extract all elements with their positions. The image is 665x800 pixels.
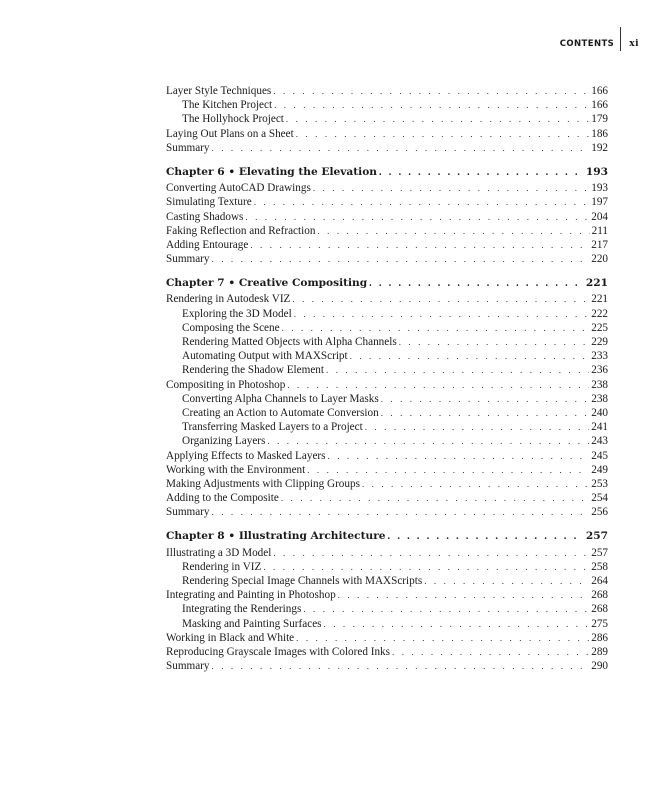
toc-entry <box>166 98 608 112</box>
toc-entry-title: Adding Entourage <box>166 238 249 251</box>
toc-entry-title: Composing the Scene <box>182 321 280 334</box>
toc-entry <box>166 112 608 126</box>
dot-leader <box>392 645 589 659</box>
toc-entry-page: 238 <box>591 392 608 405</box>
toc-entry-page: 264 <box>591 575 608 587</box>
dot-leader <box>424 574 589 588</box>
toc-entry <box>166 574 608 588</box>
dot-leader <box>313 181 589 195</box>
dot-leader <box>282 321 590 335</box>
toc-entry-page: 238 <box>591 378 608 391</box>
toc-entry <box>166 321 608 335</box>
dot-leader <box>287 378 589 392</box>
toc-entry-page: 290 <box>591 660 608 673</box>
dot-leader <box>381 392 590 406</box>
toc-entry-page: 241 <box>591 421 608 434</box>
toc-entry-title: Making Adjustments with Clipping Groups <box>166 477 360 490</box>
toc-entry <box>166 238 608 252</box>
toc-entry-page: 249 <box>591 463 608 476</box>
dot-leader <box>212 141 590 155</box>
toc-entry <box>166 292 608 306</box>
toc-entry-title: Layer Style Techniques <box>166 85 272 97</box>
toc-entry-title: Masking and Painting Surfaces <box>182 617 322 630</box>
dot-leader <box>254 195 590 209</box>
toc-entry <box>166 617 608 631</box>
toc-entry-page: 179 <box>591 113 608 126</box>
toc-entry-page: 192 <box>591 141 608 154</box>
dot-leader <box>388 530 584 543</box>
toc-entry-title: Rendering in VIZ <box>182 560 262 573</box>
toc-entry-title: Compositing in Photoshop <box>166 378 286 391</box>
dot-leader <box>399 335 590 349</box>
toc-entry-page: 275 <box>591 617 608 630</box>
toc-entry <box>166 252 608 266</box>
toc-entry <box>166 420 608 434</box>
toc-entry-title: Applying Effects to Masked Layers <box>166 449 326 462</box>
dot-leader <box>307 463 589 477</box>
dot-leader <box>362 477 589 491</box>
toc-entry-page: 186 <box>591 127 608 140</box>
toc-entry <box>166 378 608 392</box>
toc-entry-page: 256 <box>591 506 608 519</box>
dot-leader <box>212 505 590 519</box>
toc-entry-title: Integrating the Renderings <box>182 603 302 616</box>
toc-entry-title: Summary <box>166 141 210 154</box>
toc-entry <box>166 659 608 673</box>
toc-entry-title: Casting Shadows <box>166 210 244 223</box>
toc-entry-title: Summary <box>166 506 210 519</box>
toc-entry <box>166 195 608 209</box>
toc-entry <box>166 505 608 519</box>
toc-entry <box>166 449 608 463</box>
toc-entry-page: 243 <box>591 435 608 448</box>
running-head-title: CONTENTS <box>559 39 615 49</box>
toc-entry <box>166 631 608 645</box>
toc-entry-title: Exploring the 3D Model <box>182 307 292 320</box>
dot-leader <box>381 406 590 420</box>
dot-leader <box>273 546 589 560</box>
toc-entry-page: 221 <box>585 277 608 290</box>
dot-leader <box>296 631 589 645</box>
toc-entry-title: The Hollyhock Project <box>182 113 284 126</box>
dot-leader <box>365 420 590 434</box>
dot-leader <box>328 449 590 463</box>
toc-entry <box>166 335 608 349</box>
toc-entry <box>166 363 608 377</box>
toc-entry-title: Chapter 7 • Creative Compositing <box>166 277 368 290</box>
toc-entry <box>166 645 608 659</box>
dot-leader <box>250 238 589 252</box>
toc-entry-title: Automating Output with MAXScript <box>182 350 348 363</box>
toc-entry-page: 257 <box>591 546 608 559</box>
dot-leader <box>326 363 589 377</box>
toc-entry <box>166 560 608 574</box>
toc-entry-page: 211 <box>591 224 608 237</box>
dot-leader <box>296 127 590 141</box>
toc-entry-page: 257 <box>585 530 608 543</box>
toc-entry-page: 197 <box>591 196 608 209</box>
toc-entry-title: Converting AutoCAD Drawings <box>166 182 311 195</box>
toc-entry <box>166 392 608 406</box>
toc-entry <box>166 491 608 505</box>
toc-entry-title: Creating an Action to Automate Conversion <box>182 406 379 419</box>
dot-leader <box>303 602 589 616</box>
dot-leader <box>292 292 589 306</box>
toc-entry-title: Summary <box>166 253 210 266</box>
toc-entry-page: 253 <box>591 477 608 490</box>
dot-leader <box>274 98 589 112</box>
toc-entry <box>166 349 608 363</box>
toc-entry <box>166 602 608 616</box>
toc-entry-title: Chapter 8 • Illustrating Architecture <box>166 530 386 543</box>
page-number: xi <box>629 39 639 49</box>
dot-leader <box>263 560 589 574</box>
running-head <box>560 36 639 52</box>
toc-entry <box>166 434 608 448</box>
toc-entry-page: 268 <box>591 589 608 602</box>
toc-entry <box>166 141 608 155</box>
toc-entry-title: Rendering in Autodesk VIZ <box>166 293 291 306</box>
toc-entry <box>166 477 608 491</box>
toc-entry <box>166 406 608 420</box>
toc-chapter-entry <box>166 529 608 543</box>
toc-entry <box>166 224 608 238</box>
running-head-rule <box>620 27 621 51</box>
dot-leader <box>338 588 590 602</box>
toc-entry-title: Organizing Layers <box>182 435 266 448</box>
toc-entry-page: 236 <box>591 364 608 377</box>
dot-leader <box>294 307 590 321</box>
toc-entry-title: Summary <box>166 660 210 673</box>
toc-entry-title: The Kitchen Project <box>182 99 273 112</box>
toc-entry-page: 254 <box>591 492 608 505</box>
toc-entry-page: 289 <box>591 645 608 658</box>
toc-entry <box>166 588 608 602</box>
toc-entry-page: 229 <box>591 336 608 348</box>
toc-entry-page: 217 <box>591 238 608 251</box>
toc-entry <box>166 463 608 477</box>
toc-entry <box>166 181 608 195</box>
dot-leader <box>267 434 589 448</box>
toc-chapter-entry <box>166 276 608 290</box>
toc-entry <box>166 210 608 224</box>
toc-entry-title: Illustrating a 3D Model <box>166 546 272 559</box>
dot-leader <box>212 252 590 266</box>
toc-entry-page: 222 <box>591 307 608 320</box>
toc-entry-page: 221 <box>591 293 608 306</box>
dot-leader <box>273 84 589 98</box>
toc-entry-page: 240 <box>591 406 608 419</box>
toc-entry-title: Adding to the Composite <box>166 492 279 505</box>
dot-leader <box>212 659 590 673</box>
toc-entry-title: Reproducing Grayscale Images with Colored Inks <box>166 645 391 658</box>
toc-entry-title: Integrating and Painting in Photoshop <box>166 589 336 602</box>
toc-entry-page: 233 <box>591 350 608 363</box>
dot-leader <box>369 277 584 290</box>
toc-entry-title: Converting Alpha Channels to Layer Masks <box>182 392 379 405</box>
toc-entry-page: 166 <box>591 85 608 97</box>
dot-leader <box>379 166 584 179</box>
dot-leader <box>286 112 589 126</box>
dot-leader <box>324 617 590 631</box>
toc-entry-page: 193 <box>591 182 608 195</box>
toc-entry-title: Faking Reflection and Refraction <box>166 224 316 237</box>
table-of-contents <box>166 84 608 673</box>
toc-entry-title: Rendering Matted Objects with Alpha Channels <box>182 336 397 348</box>
toc-entry-title: Laying Out Plans on a Sheet <box>166 127 294 140</box>
toc-chapter-entry <box>166 165 608 179</box>
dot-leader <box>350 349 590 363</box>
toc-entry-page: 204 <box>591 210 608 223</box>
toc-entry <box>166 307 608 321</box>
toc-entry-title: Simulating Texture <box>166 196 252 209</box>
toc-entry-page: 225 <box>591 321 608 334</box>
toc-entry <box>166 546 608 560</box>
toc-entry-title: Working in Black and White <box>166 631 295 644</box>
toc-entry-title: Rendering the Shadow Element <box>182 364 324 377</box>
toc-entry-page: 193 <box>585 165 608 178</box>
toc-entry <box>166 84 608 98</box>
toc-entry-page: 258 <box>591 560 608 573</box>
toc-entry-page: 166 <box>591 99 608 112</box>
toc-entry-page: 286 <box>591 631 608 644</box>
toc-entry-title: Rendering Special Image Channels with MAXScripts <box>182 575 423 587</box>
dot-leader <box>281 491 589 505</box>
toc-entry-title: Chapter 6 • Elevating the Elevation <box>166 165 377 178</box>
toc-entry-title: Working with the Environment <box>166 463 306 476</box>
toc-entry-page: 268 <box>591 603 608 616</box>
dot-leader <box>317 224 589 238</box>
toc-entry-page: 245 <box>591 449 608 462</box>
dot-leader <box>245 210 589 224</box>
toc-entry <box>166 127 608 141</box>
toc-entry-page: 220 <box>591 253 608 266</box>
toc-entry-title: Transferring Masked Layers to a Project <box>182 421 363 434</box>
